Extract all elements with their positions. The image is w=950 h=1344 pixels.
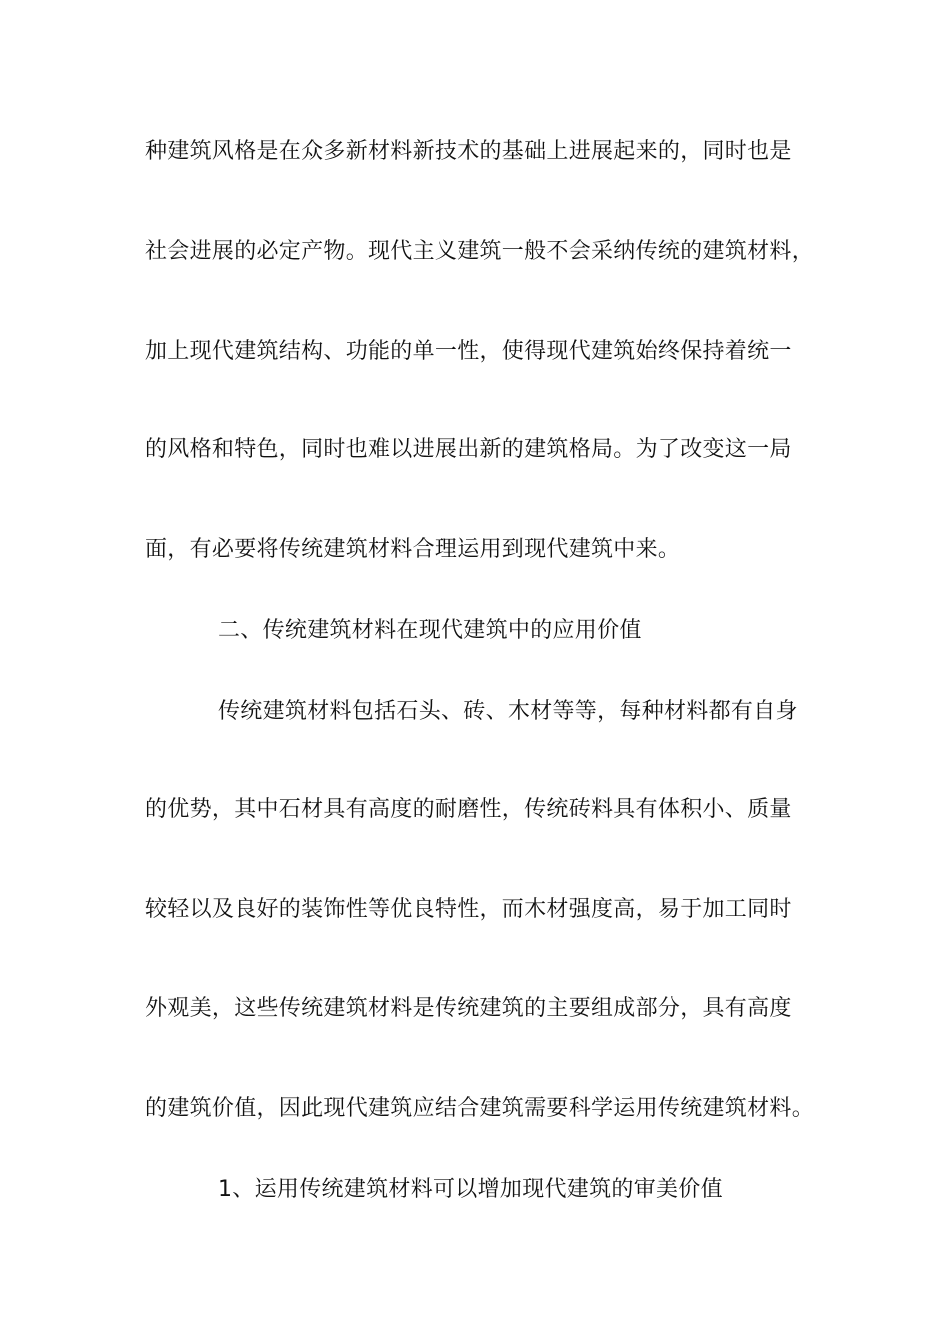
paragraph-first-line: 传统建筑材料包括石头、砖、木材等等，每种材料都有自身 (218, 699, 798, 724)
paragraph-line: 面，有必要将传统建筑材料合理运用到现代建筑中来。 (145, 537, 681, 562)
paragraph-line: 加上现代建筑结构、功能的单一性，使得现代建筑始终保持着统一 (145, 339, 792, 364)
subsection-heading: 1、运用传统建筑材料可以增加现代建筑的审美价值 (218, 1177, 723, 1202)
paragraph-line: 的优势，其中石材具有高度的耐磨性，传统砖料具有体积小、质量 (145, 797, 792, 822)
paragraph-line: 外观美，这些传统建筑材料是传统建筑的主要组成部分，具有高度 (145, 996, 792, 1021)
section-heading: 二、传统建筑材料在现代建筑中的应用价值 (218, 618, 642, 643)
paragraph-line: 的建筑价值，因此现代建筑应结合建筑需要科学运用传统建筑材料。 (145, 1096, 815, 1121)
paragraph-line: 的风格和特色，同时也难以进展出新的建筑格局。为了改变这一局 (145, 437, 792, 462)
paragraph-line: 较轻以及良好的装饰性等优良特性，而木材强度高，易于加工同时 (145, 897, 792, 922)
paragraph-line: 社会进展的必定产物。现代主义建筑一般不会采纳传统的建筑材料， (145, 239, 815, 264)
paragraph-line: 种建筑风格是在众多新材料新技术的基础上进展起来的，同时也是 (145, 139, 792, 164)
